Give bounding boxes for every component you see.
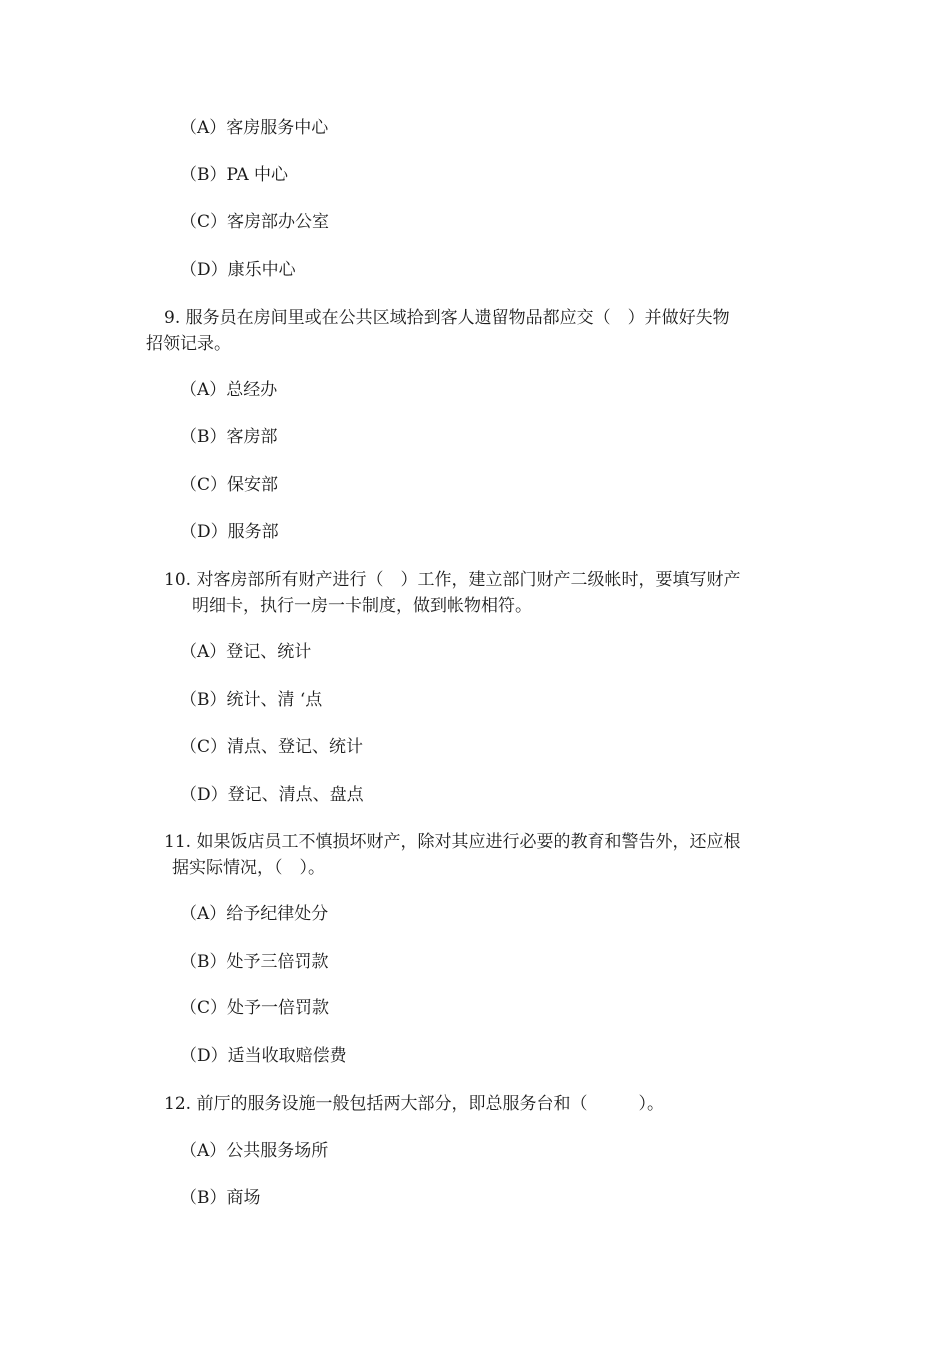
question-10-text: 10. 对客房部所有财产进行（ ）工作，建立部门财产二级帐时，要填写财产 bbox=[164, 570, 741, 590]
question-9-text: 9. 服务员在房间里或在公共区域拾到客人遗留物品都应交（ ）并做好失物 bbox=[164, 308, 730, 328]
question-10-text-wrap: 明细卡，执行一房一卡制度，做到帐物相符。 bbox=[192, 596, 532, 616]
option-c: （C）客房部办公室 bbox=[180, 212, 330, 232]
option-c: （C）保安部 bbox=[180, 475, 279, 495]
option-a: （A）客房服务中心 bbox=[180, 118, 329, 138]
option-b: （B）统计、清 ‘点 bbox=[180, 690, 323, 710]
option-a: （A）登记、统计 bbox=[180, 642, 312, 662]
option-c: （C）清点、登记、统计 bbox=[180, 737, 364, 757]
option-b: （B）处予三倍罚款 bbox=[180, 952, 329, 972]
option-d: （D）服务部 bbox=[180, 522, 279, 542]
option-c: （C）处予一倍罚款 bbox=[180, 998, 330, 1018]
question-11-text: 11. 如果饭店员工不慎损坏财产，除对其应进行必要的教育和警告外，还应根 bbox=[164, 832, 741, 852]
question-11-text-wrap: 据实际情况，（ ）。 bbox=[172, 858, 325, 878]
option-a: （A）总经办 bbox=[180, 380, 278, 400]
option-b: （B）PA 中心 bbox=[180, 165, 289, 185]
option-a: （A）给予纪律处分 bbox=[180, 904, 329, 924]
option-a: （A）公共服务场所 bbox=[180, 1141, 329, 1161]
option-b: （B）客房部 bbox=[180, 427, 278, 447]
question-12-text: 12. 前厅的服务设施一般包括两大部分，即总服务台和（ ）。 bbox=[164, 1094, 664, 1114]
option-d: （D）康乐中心 bbox=[180, 260, 296, 280]
option-d: （D）适当收取赔偿费 bbox=[180, 1046, 347, 1066]
option-d: （D）登记、清点、盘点 bbox=[180, 785, 364, 805]
question-9-text-wrap: 招领记录。 bbox=[146, 334, 231, 354]
option-b: （B）商场 bbox=[180, 1188, 261, 1208]
